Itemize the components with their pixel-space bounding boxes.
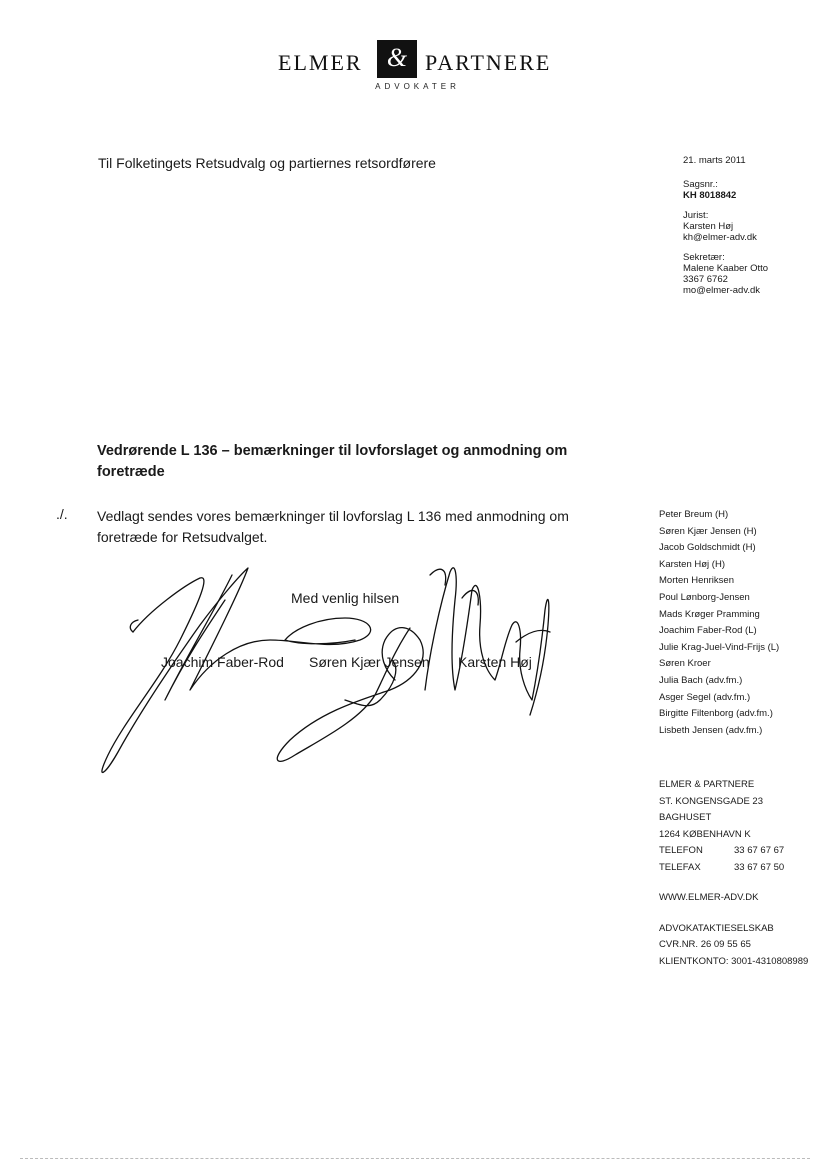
partner-item: Søren Kroer [659,658,711,670]
body-paragraph: Vedlagt sendes vores bemærkninger til lovforslag L 136 med anmodning om foretræde for Retsudvalget. [97,508,569,545]
case-group [683,179,768,201]
partner-item: Joachim Faber-Rod (L) [659,625,757,637]
firm-company-type: ADVOKATAKTIESELSKAB [659,922,774,934]
signer-name-1: Joachim Faber-Rod [161,654,284,670]
lawyer-label: Jurist: [683,210,709,221]
firm-name: ELMER & PARTNERE [659,779,755,790]
secretary-email: mo@elmer-adv.dk [683,285,761,296]
signature-karsten [425,568,549,715]
partner-item: Julie Krag-Juel-Vind-Frijs (L) [659,641,780,653]
signature-soeren [277,628,423,762]
lawyer-email: kh@elmer-adv.dk [683,232,757,243]
firm-address-block [659,777,808,970]
firm-logo-ampersand: & [377,40,417,78]
partner-item: Poul Lønborg-Jensen [659,591,750,603]
phone-label: TELEFON [659,845,703,856]
secretary-name: Malene Kaaber Otto [683,263,769,274]
letter-meta [683,155,768,305]
case-number: KH 8018842 [683,190,737,201]
secretary-label: Sekretær: [683,252,725,263]
signer-name-2: Søren Kjær Jensen [309,654,430,670]
secretary-phone: 3367 6762 [683,274,728,285]
enclosure-mark: ./. [56,506,68,522]
closing-salutation: Med venlig hilsen [291,590,400,606]
partner-item: Søren Kjær Jensen (H) [659,525,757,537]
firm-phone-row [659,843,808,860]
partner-item: Morten Henriksen [659,575,734,587]
case-label: Sagsnr.: [683,179,718,190]
partner-item: Asger Segel (adv.fm.) [659,691,751,703]
firm-client-account: KLIENTKONTO: 3001-4310808989 [659,955,809,967]
firm-tagline: ADVOKATER [375,82,460,91]
partners-list [659,507,779,739]
signer-name-3: Karsten Høj [458,654,532,670]
secretary-group [683,252,768,296]
firm-logo-name-left: ELMER [278,50,363,75]
partner-item: Peter Breum (H) [659,509,729,520]
firm-city: 1264 KØBENHAVN K [659,828,751,840]
firm-fax-row [659,860,808,877]
lawyer-group [683,210,768,243]
firm-website: WWW.ELMER-ADV.DK [659,892,759,903]
firm-street: ST. KONGENSGADE 23 [659,795,764,807]
scan-footer-divider [20,1158,810,1159]
subject-heading: Vedrørende L 136 – bemærkninger til lovforslaget og anmodning om foretræde [97,443,568,480]
partner-item: Mads Krøger Pramming [659,608,760,620]
firm-logo-name-right: PARTNERE [425,50,552,75]
lawyer-name: Karsten Høj [683,221,734,232]
firm-cvr: CVR.NR. 26 09 55 65 [659,939,751,950]
firm-building: BAGHUSET [659,812,712,823]
partner-item: Lisbeth Jensen (adv.fm.) [659,724,763,736]
partner-item: Birgitte Filtenborg (adv.fm.) [659,708,773,720]
addressee: Til Folketingets Retsudvalg og partiernes retsordførere [98,155,436,171]
fax-number: 33 67 67 50 [734,861,785,873]
partner-item: Jacob Goldschmidt (H) [659,542,756,554]
partner-item: Julia Bach (adv.fm.) [659,674,743,686]
letter-date: 21. marts 2011 [683,155,746,166]
partner-item: Karsten Høj (H) [659,558,725,570]
fax-label: TELEFAX [659,861,701,873]
phone-number: 33 67 67 67 [734,845,785,856]
